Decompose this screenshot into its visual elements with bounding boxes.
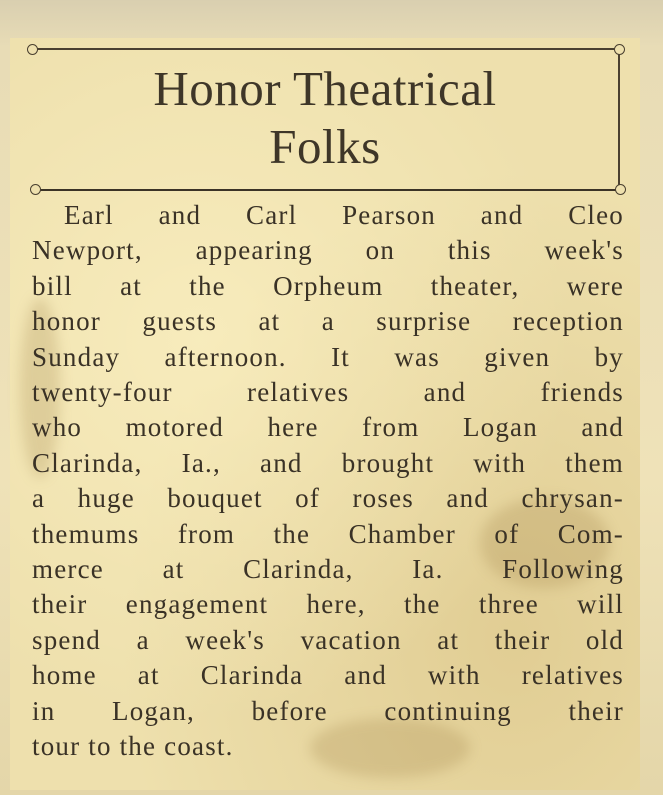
newspaper-clipping <box>10 38 640 790</box>
body-line: spend a week's vacation at their old <box>32 624 624 655</box>
body-line: Earl and Carl Pearson and Cleo <box>64 200 624 230</box>
rule-end-ornament <box>615 184 626 195</box>
headline-rule <box>36 189 620 191</box>
body-line: in Logan, before continuing their <box>32 695 624 726</box>
headline-line: Honor Theatrical <box>153 61 497 116</box>
frame-corner-ornament <box>27 44 38 55</box>
article-headline <box>32 60 618 176</box>
frame-corner-ornament <box>614 44 625 55</box>
headline-line: Folks <box>269 119 381 174</box>
body-line: who motored here from Logan and <box>32 412 624 443</box>
body-line: merce at Clarinda, Ia. Following <box>32 554 624 585</box>
body-line: home at Clarinda and with relatives <box>32 660 624 691</box>
body-line: Clarinda, Ia., and brought with them <box>32 447 624 478</box>
body-line: a huge bouquet of roses and chrysan- <box>32 483 624 514</box>
body-line: their engagement here, the three will <box>32 589 624 620</box>
body-line: Newport, appearing on this week's <box>32 235 624 266</box>
body-line: twenty-four relatives and friends <box>32 377 624 408</box>
body-line: bill at the Orpheum theater, were <box>32 270 624 301</box>
rule-end-ornament <box>30 184 41 195</box>
body-line: themums from the Chamber of Com- <box>32 518 624 549</box>
body-line: Sunday afternoon. It was given by <box>32 341 624 372</box>
body-line: tour to the coast. <box>32 731 234 762</box>
article-body <box>32 198 624 765</box>
body-line: honor guests at a surprise reception <box>32 306 624 337</box>
